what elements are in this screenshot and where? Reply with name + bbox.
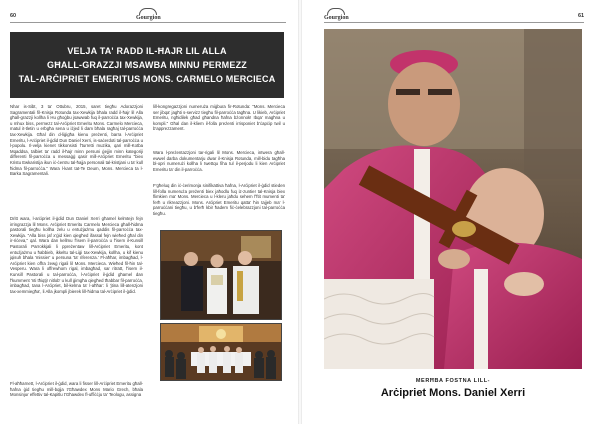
title-line-3: TAL-ARĊIPRIET EMERITUS MONS. CARMELO MERCIECA bbox=[18, 74, 276, 84]
photo-kissing-cross-image bbox=[324, 29, 582, 369]
left-page bbox=[0, 0, 298, 424]
title-line-1: VELJA TA' RADD IL-ĦAJR LIL ALLA bbox=[67, 46, 227, 56]
photo-crowd bbox=[160, 323, 282, 381]
article-column-2a: lill-kongregazzjoni numeruża miġbura fir-Rotunda: "Mons. Mercieca ser jibqa' jagħti s-servizz tiegħu fil-parroċċa tagħna. U likieb, Arċipriet Emeritu, ngħidilek għad għandna ħafna bżonnok! Ibqa' magħna u kompli." Għal dan il-kliem il-folla preżenti irrisponiet b'ċapċip twil u b'apprezzament. bbox=[153, 104, 285, 132]
photo-presentation-image bbox=[161, 231, 281, 319]
arch-icon bbox=[327, 8, 345, 15]
right-page bbox=[302, 0, 600, 424]
article-column-1a: Nhar is-Sibt, 3 ta' Ottubru, 2015, saret tiegħu Adorazzjoni Sagramentali fil-Knisja Rotunda tax-Xewkija bħala radd il-ħajr lil Alla għall-grazzji kollha li Hu għoġbu jsawwab fuq il-parroċċa tax-Xewkija, u mhux biss, permezz tal-Arċipriet Emeritu Mons. Carmelo Mercieca, matul it-tletin u erbgħa sena u iżjed li dam bħala ragħaj tal-parroċċa tax-Xewkija. Għal din d-liġigħa kienu preżenti, barra l-Arċipriet Emeritu, l-Arċipriet il-ġdid Dun Daniel Xerri, is-saċerdoti tal-parroċċa u l-popolu. Il-velja kienet tikkonsisti f'turretti muzika, qari mill-Kotba Mqaddsa, talbiet ta' radd il-ħajr minn persuni ġejjin minn kategoriji differenti fil-parroċċa u messaġġ qasir mill-Arċipriet Emeritu "biex Kristu Ewkaristija ikun iċ-ċentru tal-ħajja personali tal-kristjani u ta' kull ħidma fil-parroċċa." Wara l-kant tat-Te Deum, Mons. Mercieca ta l-Barka Sagramentali. bbox=[10, 104, 143, 177]
header-rule-right bbox=[324, 22, 584, 23]
magazine-logo-right: Gourgion bbox=[324, 8, 349, 21]
article-column-1b: Dritt wara, l-arċipriet il-ġdid Dun Daniel Xerri għamel kelmtejn fejn irringrazzja lil Mons. Arċipriet Emeritu Carmelo Mercieca għall-ħidma pastorali tiegħu kollha żelu u entużjażmu qaddis fil-parroċċa tax-Xewkija. "Alla biss jaf x'ġid kien qiegħed ifassal fejn wieħed għal din ir-riċeva," qal. Wara dan kellmu f'isem il-parroċċa u f'isem il-Kunsill Pastorali Parrokkjali li ppreżentaw lill-Arċipriet Emeritu, kont entużjażmu u ħabbieb, ikkeltu tal-Liġi tax-Xewkija, kollha, u kif kienu jqisuh bħala 'missier' u persuna 'ta' riferenza.' Fl-aħħar, imbagħad, l-Arċipriet kien offra żewġ rigali lil Mons. Mercieca. Wieħed fil-ħin tal-Vesperu. Wara li offrewhom rigal, imbagħad, sar ritratt, f'isem il-Kunsill Pastorali u tal-parroċċa, l-Arċipriet il-ġdid għamel dan f'kumment 'nti tħiqtjr nitlob' u kull ġimgħa qiegħed tħabbar fil-parroċċa, imbagħad, tana l-Arċipriet, bil-kelma ta' l-aħħar: li 'jtina lill-atenzjoni tax-xemmiegħa', li Alla jkompli jbierek lill-ħidma tal-Arċipriet il-ġdid. bbox=[10, 216, 143, 294]
caption-welcome: MERĦBA FOSTNA LILL- bbox=[415, 378, 491, 384]
article-column-2b: Wara l-preżentazzjoni tar-rigali lil Mons. Mercieca, intwera għall-ewwel darba dokumentarju dwar il-Knisja Rotunda, mill-bidu tagħha bl-opri numerużi kollha li twettqu fiha tul il-perjodu li kien Arċipriet Emeritu ta' din il-parroċċa. bbox=[153, 150, 285, 172]
photo-crowd-image bbox=[161, 324, 281, 380]
article-title-box bbox=[10, 32, 284, 98]
page-number-right: 61 bbox=[578, 13, 585, 19]
photo-presentation bbox=[160, 230, 282, 320]
header-rule-left bbox=[10, 22, 286, 23]
caption-name: Arċipriet Mons. Daniel Xerri bbox=[380, 387, 526, 399]
article-column-2c: F'għeluq din iċ-ċerimonja sinifikattiva ħafna, l-Arċipriet il-ġdid stieden lill-folla numeruża preżenti biex jaħodlu fuq iz-zuntier tal-Knisja biex flimkien ma' Mons. Mercieca u l-kleru jaħdu sehem f'ftit mumenti ta' ferħ u rikreazzjoni. Mons. Arċipriet Emeritu qatta' ħin tajjeb ma' l-parruċċani tiegħu, u b'ferħ kbir ħadem fiċ-ċelebrazzjoni tal-parroċċa tiegħu. bbox=[153, 183, 285, 216]
page-number-left: 60 bbox=[10, 13, 17, 19]
article-column-1c: Fl-aħħarnett, l-Arċipriet il-ġdid, wara li fisser lill-Arċipriet Emeritu għall-ħafna ġid tiegħu mill-bqija t'Għawdex Mons Mario Grech, bħala Monsinjur effettiv tal-Kapitlu t'Għawdex fl-uffiċċju ta' Teologu, assigna bbox=[10, 381, 143, 398]
title-line-2: GĦALL-GRAZZJI MSAWBA MINNU PERMEZZ bbox=[47, 60, 247, 70]
photo-kissing-cross bbox=[324, 29, 582, 369]
arch-icon bbox=[139, 8, 157, 15]
magazine-logo-left: Gourgion bbox=[136, 8, 161, 21]
